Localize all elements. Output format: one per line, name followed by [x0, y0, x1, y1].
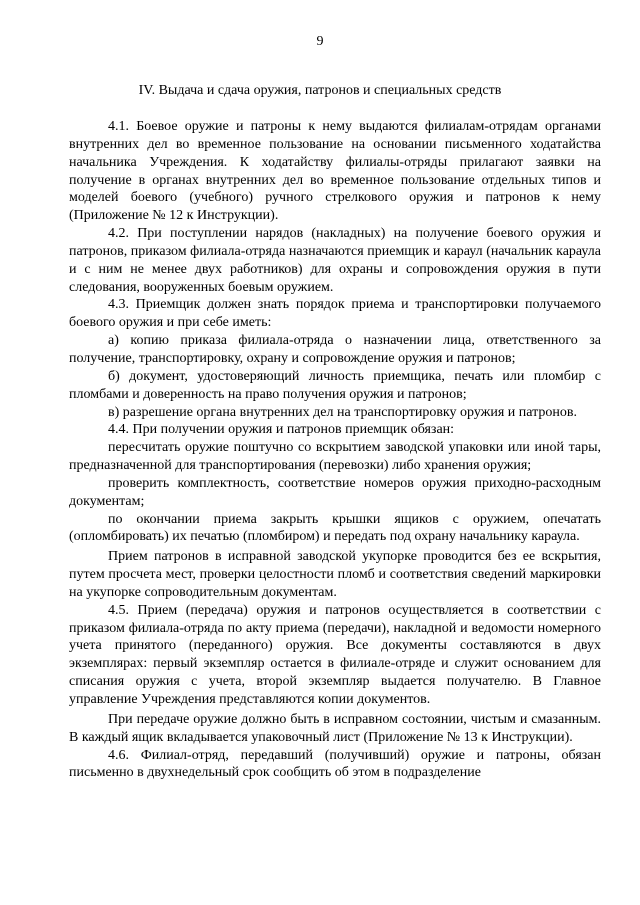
- list-item-v: в) разрешение органа внутренних дел на транспортировку оружия и патронов.: [108, 404, 577, 420]
- duty-seal: по окончании приема закрыть крышки ящиков с оружием, опечатать (опломбировать) их печатью (пломбиром) и передать под охрану начальнику караула.: [69, 511, 601, 545]
- paragraph-4-5: 4.5. Прием (передача) оружия и патронов осуществляется в соответствии с приказом филиала-отряда по акту приема (передачи), накладной и ведомости номерного учета принятого (переданного) оружия. Все документы составляются в двух экземплярах: первый экземпляр остается в филиале-отряде и служит основанием для списания оружия с учета, второй экземпляр выдается получателю. В Главное управление Учреждения представляются копии документов.: [69, 602, 601, 707]
- transfer-condition: При передаче оружие должно быть в исправном состоянии, чистым и смазанным. В каждый ящик вкладывается упаковочный лист (Приложение № 13 к Инструкции).: [69, 711, 601, 745]
- list-item-a: а) копию приказа филиала-отряда о назначении лица, ответственного за получение, транспортировку, охрану и сопровождение оружия и патронов;: [69, 333, 601, 366]
- paragraph-4-2: 4.2. При поступлении нарядов (накладных) на получение боевого оружия и патронов, приказом филиала-отряда назначаются приемщик и караул (начальник караула и с ним не менее двух работников) для охраны и сопровождения оружия в пути следования, вооруженных боевым оружием.: [69, 226, 601, 295]
- cartridge-acceptance: Прием патронов в исправной заводской укупорке проводится без ее вскрытия, путем просчета мест, проверки целостности пломб и соответствия сведений маркировки на укупорке сопроводительным документам.: [69, 549, 601, 600]
- paragraph-4-4: 4.4. При получении оружия и патронов приемщик обязан:: [108, 422, 455, 438]
- list-item-b: б) документ, удостоверяющий личность приемщика, печать или пломбир с пломбами и доверенность на право получения оружия и патронов;: [69, 368, 601, 402]
- body-text: [69, 118, 601, 782]
- duty-check: проверить комплектность, соответствие номеров оружия приходно-расходным документам;: [69, 475, 601, 509]
- duty-recount: пересчитать оружие поштучно со вскрытием заводской упаковки или иной тары, предназначенной для транспортирования (перевозки) либо хранения оружия;: [69, 440, 601, 474]
- section-title: IV. Выдача и сдача оружия, патронов и специальных средств: [138, 83, 502, 98]
- paragraph-4-6: 4.6. Филиал-отряд, передавший (получивший) оружие и патроны, обязан письменно в двухнедельный срок сообщить об этом в подразделение: [69, 747, 601, 781]
- page-number: 9: [316, 34, 324, 49]
- paragraph-4-1: 4.1. Боевое оружие и патроны к нему выдаются филиалам-отрядам органами внутренних дел во временное пользование на основании письменного ходатайства начальника Учреждения. К ходатайству филиалы-отряды прилагают заявки на получение в органах внутренних дел во временное пользование отдельных типов и моделей боевого (учебного) ручного стрелкового оружия и патронов к нему (Приложение № 12 к Инструкции).: [69, 119, 601, 224]
- paragraph-4-3: 4.3. Приемщик должен знать порядок приема и транспортировки получаемого боевого оружия и при себе иметь:: [69, 297, 601, 331]
